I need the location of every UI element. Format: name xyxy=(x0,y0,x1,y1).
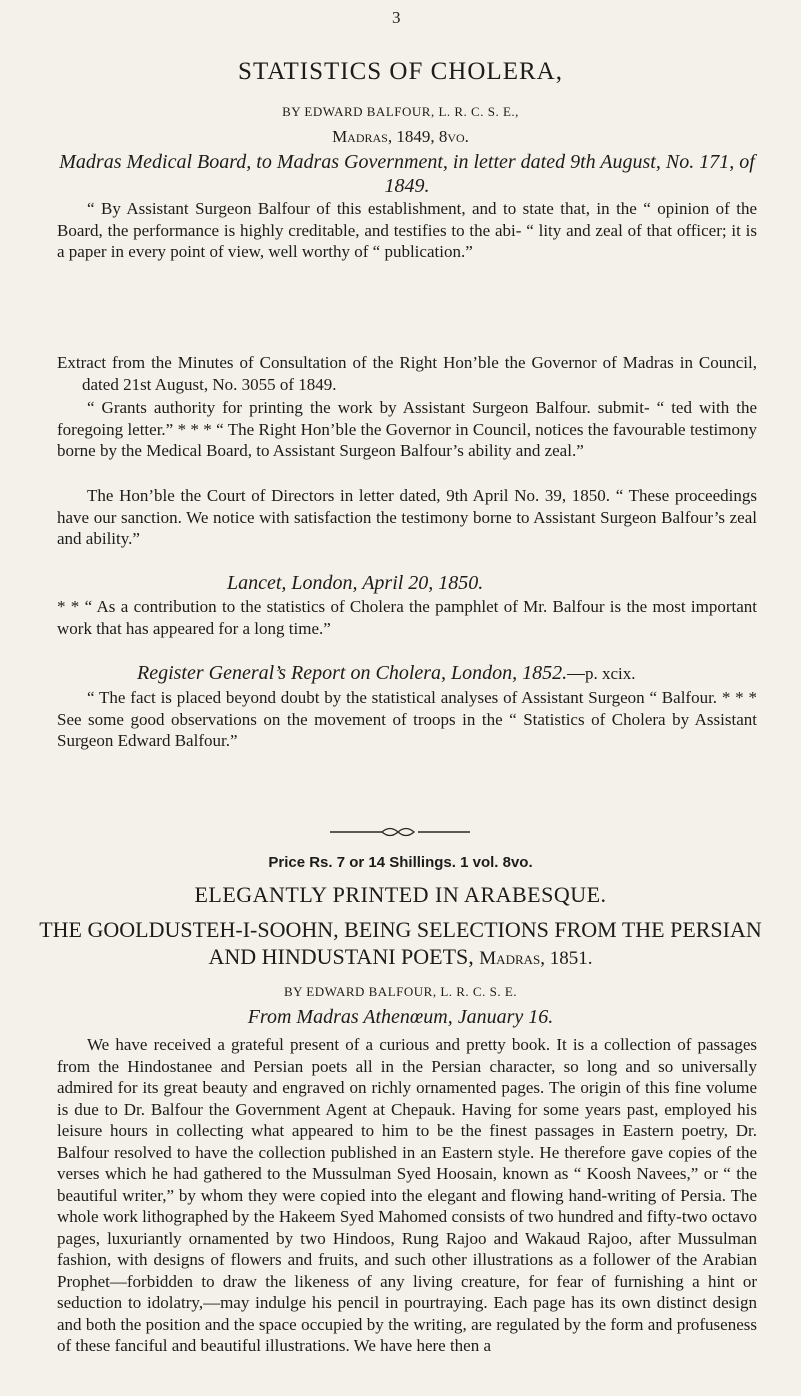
review-text: “ By Assistant Surgeon Balfour of this establishment, and to state that, in the “ opinion of the Board, the performance is highly creditable, and testifies to the abi- “ lity and zeal of that officer; it is a paper in every point of view, well worthy of “ publication.” xyxy=(57,199,757,261)
review-4 xyxy=(57,485,757,550)
review-5 xyxy=(57,570,757,639)
review-source: Register General’s Report on Cholera, London, 1852.— xyxy=(137,662,585,684)
author-byline: BY EDWARD BALFOUR, L. R. C. S. E., xyxy=(282,104,519,119)
review-text: The Hon’ble the Court of Directors in letter dated, 9th April No. 39, 1850. “ These proceedings have our sanction. We notice with satisfaction the testimony borne to Assistant Surgeon Balfour’s zeal and ability.” xyxy=(57,486,757,548)
review-text: “ The fact is placed beyond doubt by the statistical analyses of Assistant Surgeon “ Balfour. * * * See some good observations on the movement of troops in the “ Statistics of Cholera by Assistant Surgeon Edward Balfour.” xyxy=(57,688,757,750)
second-book-title xyxy=(35,916,766,972)
review-text: “ Grants authority for printing the work by Assistant Surgeon Balfour. submit- “ ted with the foregoing letter.” * * * “ The Right Hon’ble the Governor in Council, notices the favourable testimony borne by the Medical Board, to Assistant Surgeon Balfour’s ability and zeal.” xyxy=(57,398,757,460)
review-source-line xyxy=(57,660,757,687)
review-2 xyxy=(57,352,757,395)
second-book-place: Madras, 1851. xyxy=(479,948,593,969)
ornament-divider xyxy=(330,825,470,839)
review-1 xyxy=(57,150,757,263)
book-title: STATISTICS OF CHOLERA, xyxy=(238,58,563,85)
second-book-review-source: From Madras Athenœum, January 16. xyxy=(247,1006,554,1028)
second-book-review xyxy=(57,1034,757,1357)
review-text: We have received a grateful present of a curious and pretty book. It is a collection of passages from the Hindostanee and Persian poets all in the Persian character, so long and so universally admired for its great beauty and engraved on richly ornamented pages. The origin of this fine volume is due to Dr. Balfour the Government Agent at Chepauk. Having for some years past, employed his leisure hours in collecting what appeared to him to be the finest passages in Eastern poetry, Dr. Balfour resolved to have the collection published in an Eastern style. He therefore gave copies of the verses which he had gathered to the Mussulman Syed Hoosain, known as “ Koosh Navees,” or “ the beautiful writer,” by whom they were copied into the elegant and flowing hand-writing of Persia. The whole work lithographed by the Hakeem Syed Mahomed consists of two hundred and fifty-two octavo pages, luxuriantly ornamented by two Hindoos, Rung Rajoo and Wakaud Rajoo, after Mussulman fashion, with designs of flowers and fruits, and such other illustrations as a follower of the Arabian Prophet—forbidden to draw the likeness of any living creature, for fear of furnishing a hint or seduction to idolatry,—may indulge his pencil in pourtraying. Each page has its own distinct design and both the position and the space occupied by the writing, are regulated by the form and profuseness of these fanciful and beautiful illustrations. We have here then a xyxy=(57,1035,757,1355)
review-text: * * “ As a contribution to the statistics of Cholera the pamphlet of Mr. Balfour is the most important work that has appeared for a long time.” xyxy=(57,597,757,638)
publication-info: Madras, 1849, 8vo. xyxy=(332,127,469,146)
price-line: Price Rs. 7 or 14 Shillings. 1 vol. 8vo. xyxy=(268,854,533,871)
review-source: Madras Medical Board, to Madras Government, in letter dated 9th August, No. 171, of 1849. xyxy=(59,151,755,197)
review-3 xyxy=(57,397,757,462)
review-source-page: p. xcix. xyxy=(584,664,636,683)
page-number: 3 xyxy=(392,8,401,27)
review-source: Lancet, London, April 20, 1850. xyxy=(227,572,484,594)
review-text: Extract from the Minutes of Consultation of the Right Hon’ble the Governor of Madras in Council, dated 21st August, No. 3055 of 1849. xyxy=(57,353,757,394)
second-book-byline: BY EDWARD BALFOUR, L. R. C. S. E. xyxy=(283,984,518,999)
review-6 xyxy=(57,660,757,752)
second-book-title-text: THE GOOLDUSTEH-I-SOOHN, BEING SELECTIONS FROM THE PERSIAN AND HINDUSTANI POETS, xyxy=(39,917,762,969)
banner-heading: ELEGANTLY PRINTED IN ARABESQUE. xyxy=(194,882,607,907)
